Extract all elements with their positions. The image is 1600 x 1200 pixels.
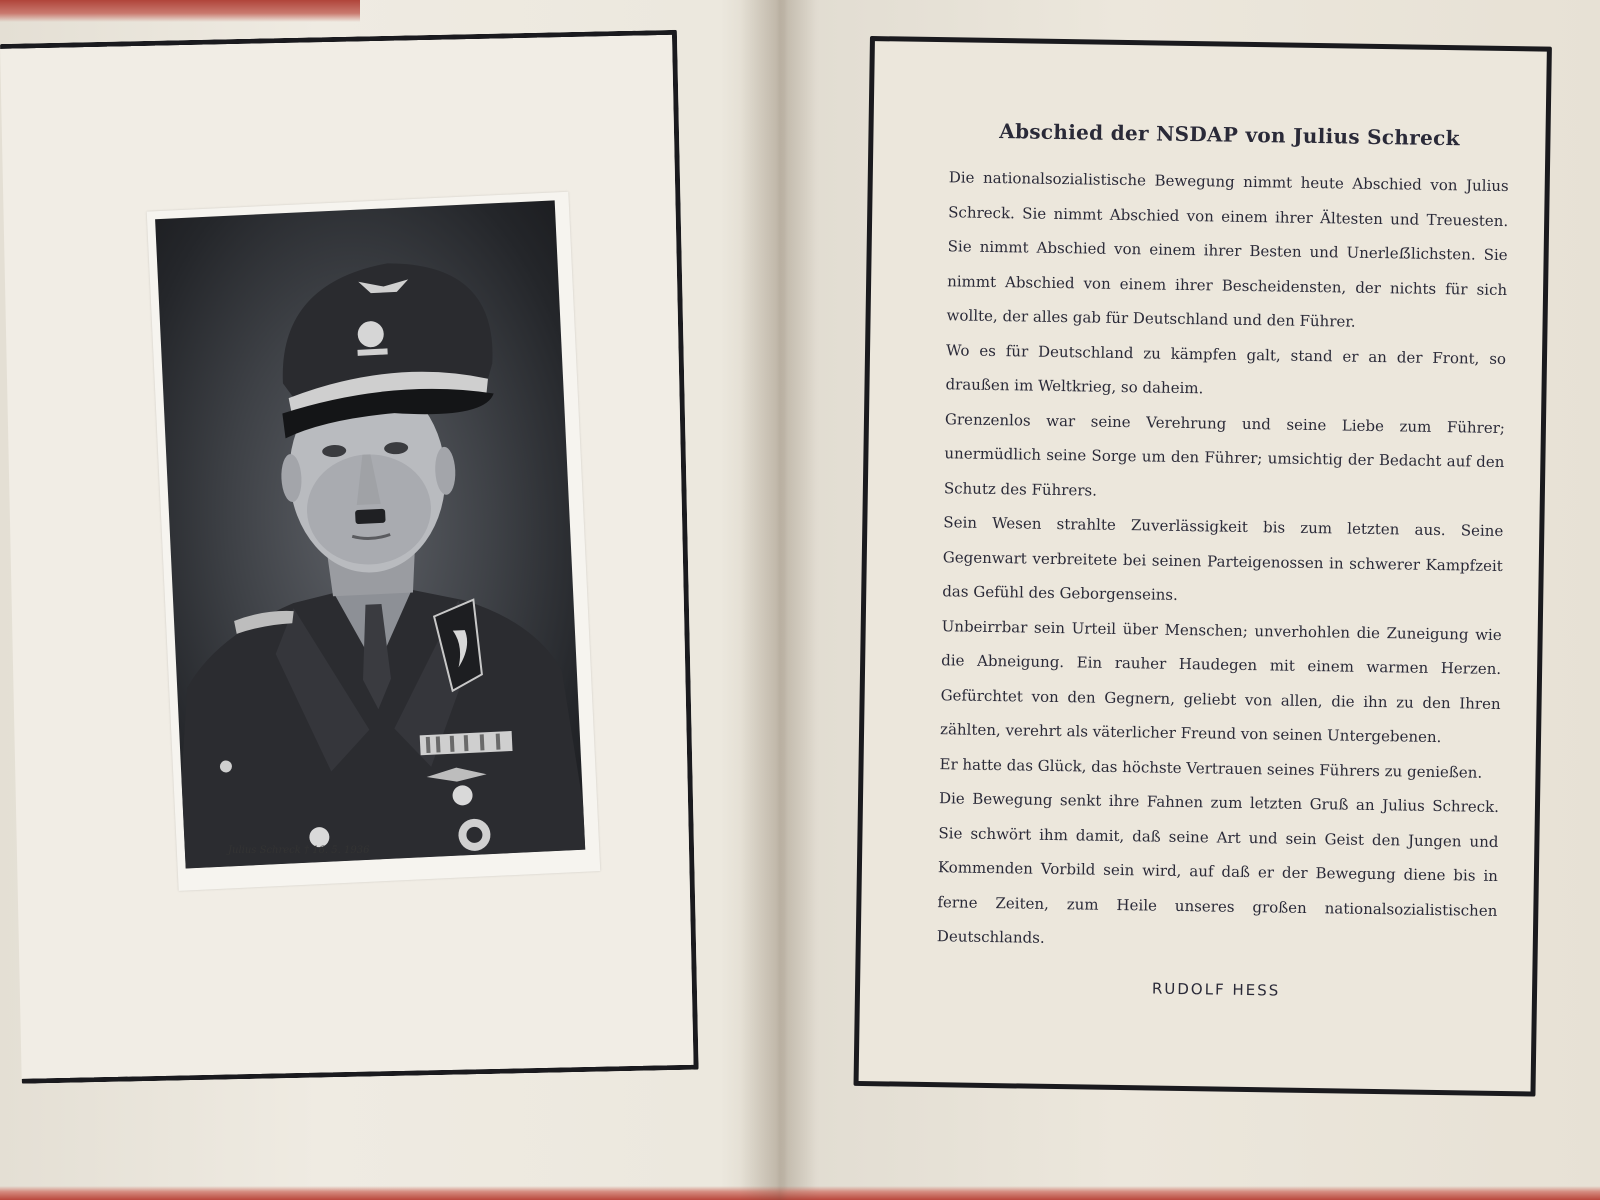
paragraph-4: Sein Wesen strahlte Zuverlässigkeit bis zum letzten aus. Seine Gegenwart verbreitete bei seinen Parteigenossen in schwerer Kampfzeit das Gefühl des Geborgenseins.	[942, 513, 1504, 604]
signature: RUDOLF HESS	[1151, 979, 1281, 1000]
obituary-text	[936, 110, 1510, 1002]
photo-caption: Julius Schreck † 16. 5. 1936	[228, 845, 370, 856]
paragraph-6: Er hatte das Glück, das höchste Vertrauen seines Führers zu genießen.	[939, 754, 1483, 782]
portrait-illustration	[155, 200, 585, 868]
book-cover-edge-top	[0, 0, 360, 22]
left-page-frame	[0, 30, 699, 1084]
paragraph-3: Grenzenlos war seine Verehrung und seine Liebe zum Führer; unermüdlich seine Sorge um den Führer; umsichtig der Bedacht auf den Schutz des Führers.	[943, 409, 1506, 500]
paragraph-7: Die Bewegung senkt ihre Fahnen zum letzten Gruß an Julius Schreck. Sie schwört ihm damit, daß seine Art und sein Geist den Jungen und Kommenden Vorbild sein wird, auf daß er der Bewegung diene bis in ferne Zeiten, zum Heile unseres großen nationalsozialistischen Deutschlands.	[936, 789, 1500, 947]
paragraph-5: Unbeirrbar sein Urteil über Menschen; unverhohlen die Zuneigung wie die Abneigung. Ein rauher Haudegen mit einem warmen Herzen. Gefürchtet von den Gegnern, geliebt von allen, die ihn zu den Ihren zählten, verehrt als väterlicher Freund von seinen Untergebenen.	[939, 616, 1502, 747]
portrait-photo-mount	[147, 192, 601, 891]
paragraph-2: Wo es für Deutschland zu kämpfen galt, stand er an der Front, so draußen im Weltkrieg, so daheim.	[945, 340, 1507, 398]
portrait-photo	[155, 200, 585, 868]
page-title: Abschied der NSDAP von Julius Schreck	[999, 119, 1460, 151]
paragraph-1: Die nationalsozialistische Bewegung nimmt heute Abschied von Julius Schreck. Sie nimmt Abschied von einem ihrer Ältesten und Treuesten. Sie nimmt Abschied von einem ihrer Besten und Unerleẞlichsten. Sie nimmt Abschied von einem ihrer Bescheidensten, der nichts für sich wollte, der alles gab für Deutschland und den Führer.	[946, 168, 1509, 331]
right-page-frame	[854, 36, 1552, 1097]
book-gutter	[740, 0, 820, 1200]
